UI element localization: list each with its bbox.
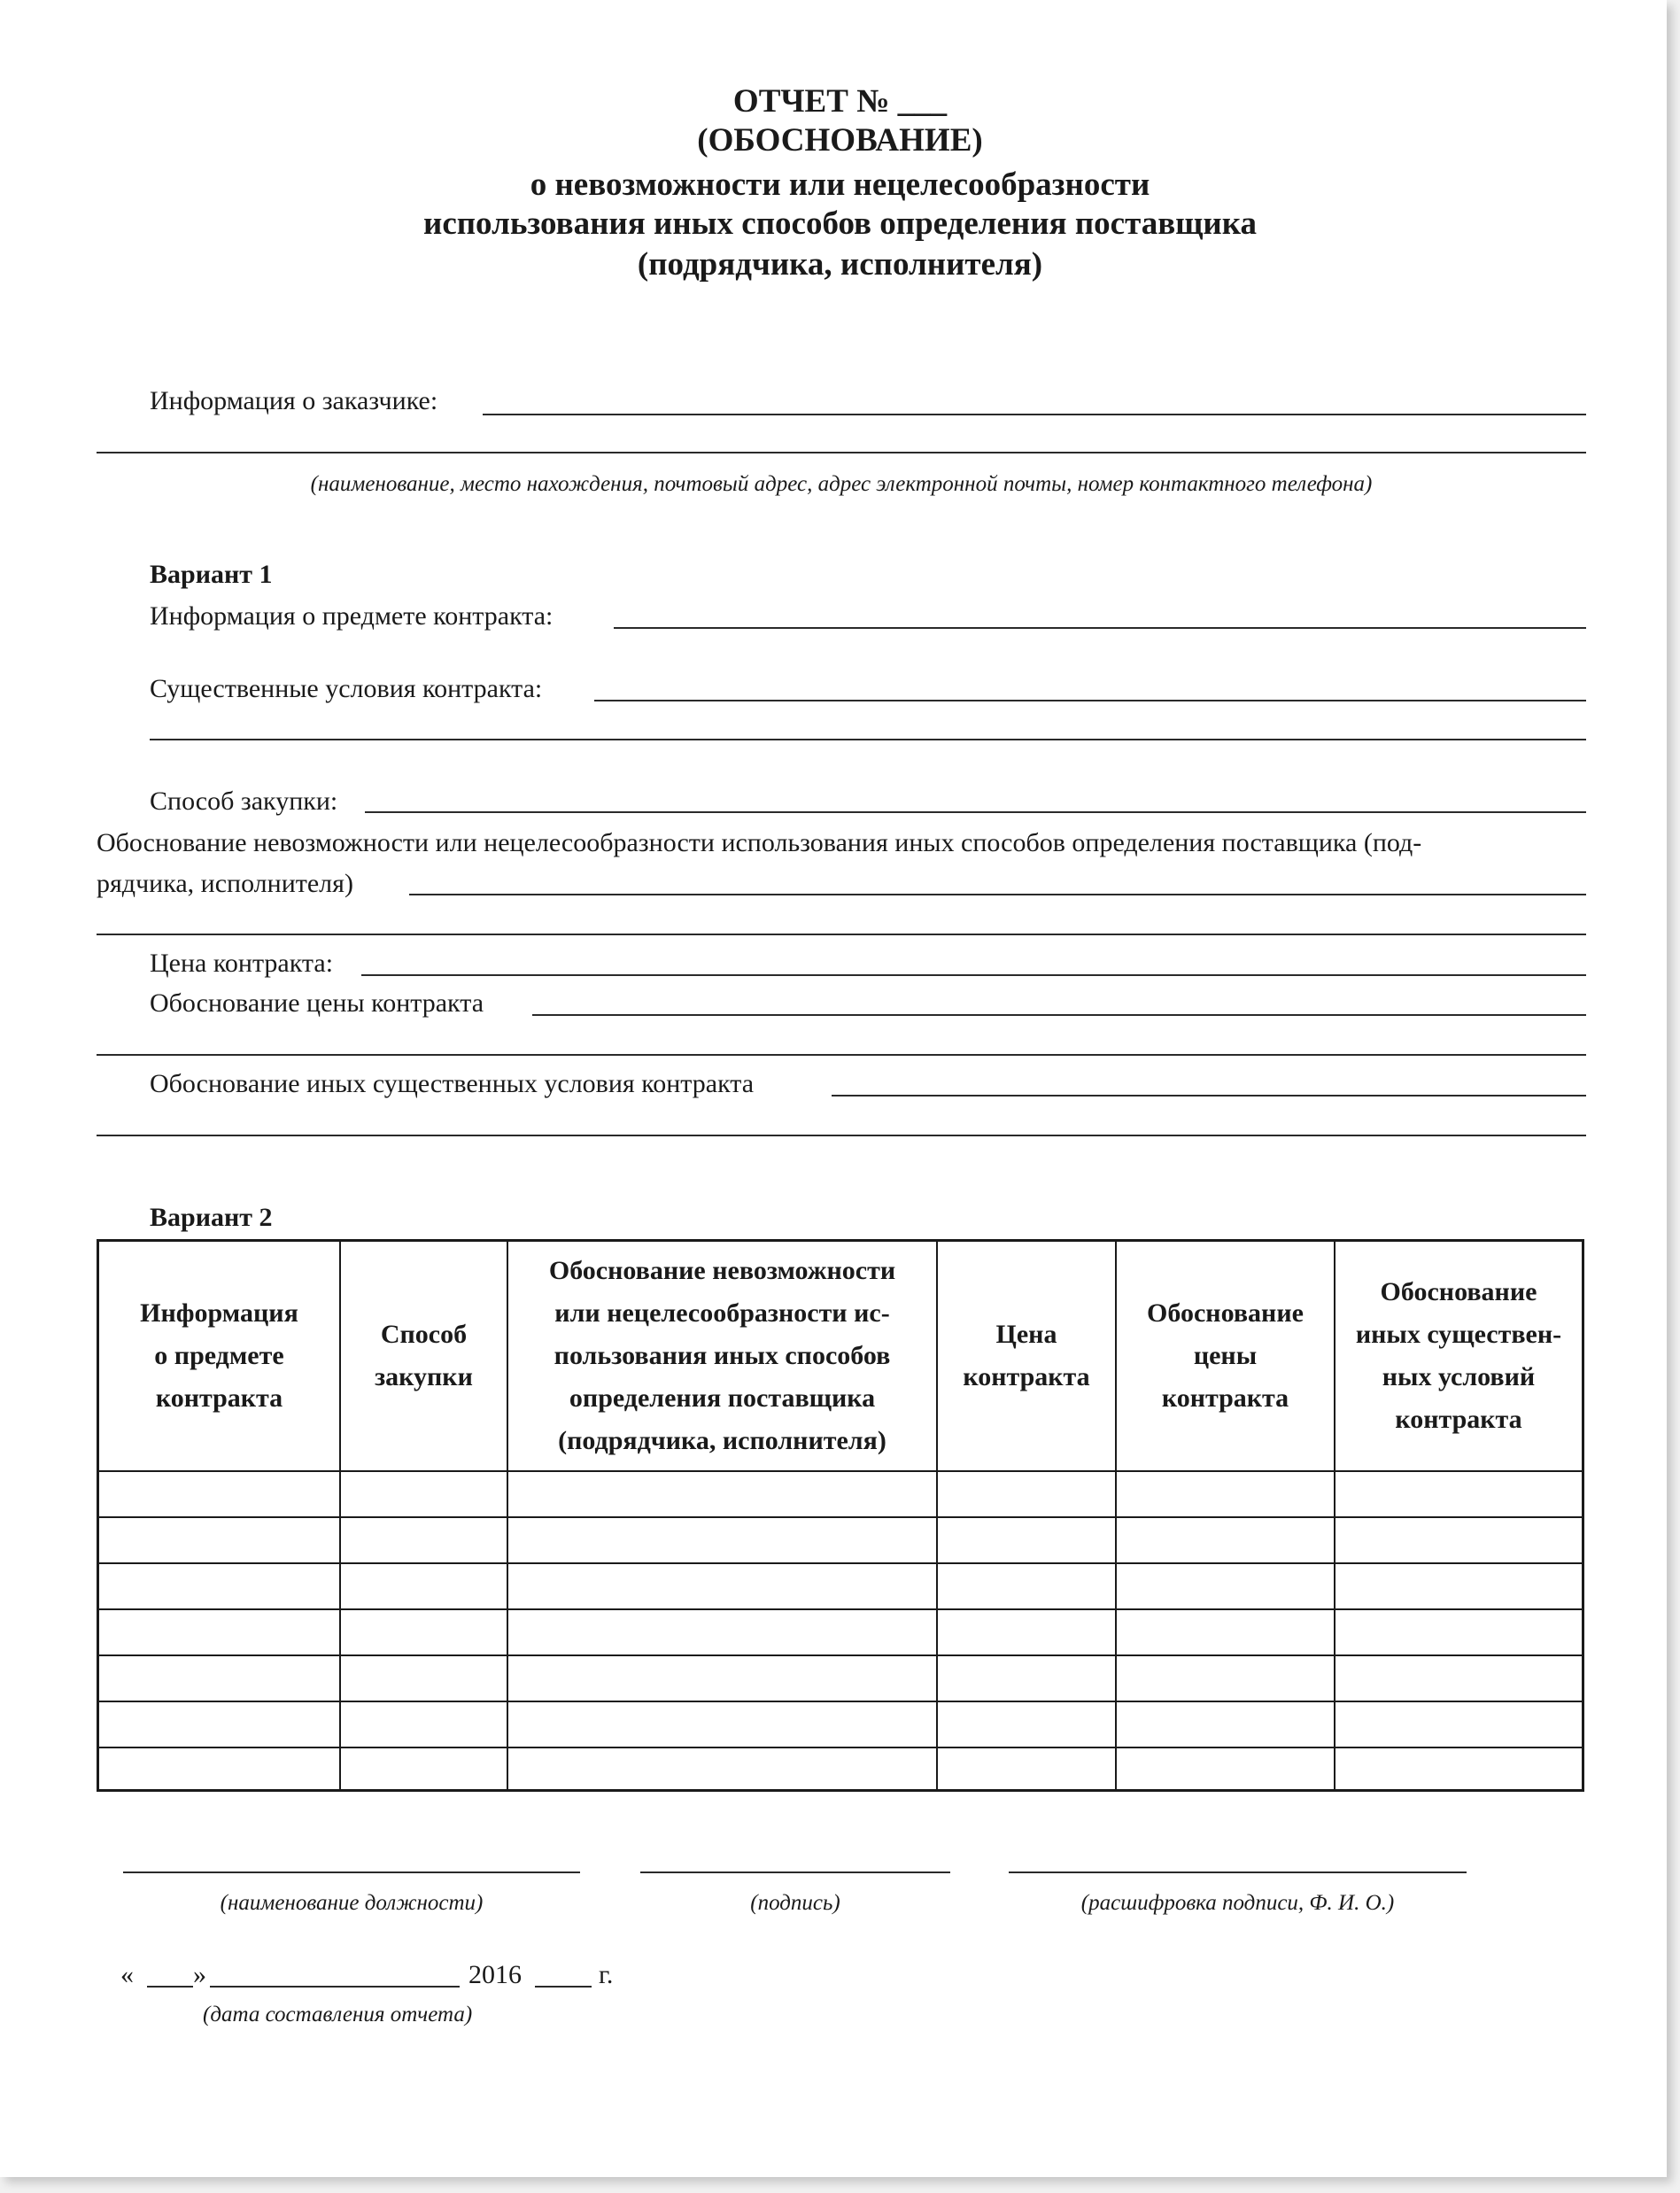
justification-label-line2: рядчика, исполнителя) (97, 869, 353, 898)
date-year-suffix-line[interactable] (535, 1986, 592, 1988)
date-hint: (дата составления отчета) (203, 2003, 473, 2026)
report-title: ОТЧЕТ № ___ (732, 83, 948, 120)
contract-conditions-line-2[interactable] (150, 739, 1586, 740)
customer-info-hint: (наименование, место нахождения, почтовый адрес, адрес электронной почты, номер контактного телефона) (310, 472, 1373, 496)
variant1-title: Вариант 1 (150, 560, 273, 589)
signature-hint: (подпись) (750, 1891, 840, 1915)
customer-info-line-2[interactable] (97, 452, 1586, 453)
report-heading-line5: (подрядчика, исполнителя) (637, 246, 1043, 283)
table-header-other-conditions: Обоснование иных существен- ных условий контракта (1355, 1277, 1562, 1434)
other-conditions-line[interactable] (832, 1095, 1586, 1096)
price-justification-label: Обоснование цены контракта (150, 988, 484, 1018)
table-row[interactable] (99, 1472, 1582, 1516)
contract-conditions-line[interactable] (594, 700, 1586, 701)
table-row[interactable] (99, 1702, 1582, 1747)
date-open-quote: « (120, 1960, 134, 1989)
contract-price-line[interactable] (361, 974, 1586, 976)
other-conditions-line-2[interactable] (97, 1135, 1586, 1136)
table-header-justification: Обоснование невозможности или нецелесообразности ис- пользования иных способов определения поставщика (подрядчика, исполнителя) (548, 1256, 896, 1455)
date-year-suffix: г. (599, 1960, 614, 1989)
signature-name-line[interactable] (1009, 1871, 1467, 1873)
table-row[interactable] (99, 1748, 1582, 1789)
date-day-line[interactable] (147, 1986, 193, 1988)
contract-price-label: Цена контракта: (150, 949, 334, 978)
table-row[interactable] (99, 1656, 1582, 1701)
justification-line-2[interactable] (97, 934, 1586, 935)
procurement-method-line[interactable] (365, 811, 1586, 813)
table-header-price: Цена контракта (963, 1320, 1090, 1391)
report-heading-line4: использования иных способов определения поставщика (423, 205, 1257, 242)
report-subtitle: (ОБОСНОВАНИЕ) (697, 122, 983, 159)
date-close-quote: » (193, 1960, 206, 1989)
table-row[interactable] (99, 1518, 1582, 1562)
signature-name-hint: (расшифровка подписи, Ф. И. О.) (1080, 1891, 1395, 1915)
table-header-subject: Информация о предмете контракта (140, 1298, 298, 1413)
table-row[interactable] (99, 1610, 1582, 1654)
position-hint: (наименование должности) (220, 1891, 484, 1915)
price-justification-line[interactable] (532, 1014, 1586, 1016)
customer-info-label: Информация о заказчике: (150, 386, 438, 415)
position-line[interactable] (123, 1871, 580, 1873)
table-header-price-justification: Обоснование цены контракта (1147, 1298, 1304, 1413)
date-month-line[interactable] (210, 1986, 460, 1988)
contract-conditions-label: Существенные условия контракта: (150, 674, 543, 703)
contract-subject-line[interactable] (614, 627, 1586, 629)
other-conditions-label: Обоснование иных существенных условия контракта (150, 1069, 755, 1098)
customer-info-line[interactable] (483, 414, 1586, 415)
report-heading-line3: о невозможности или нецелесообразности (530, 167, 1150, 203)
justification-line[interactable] (409, 894, 1586, 895)
variant2-title: Вариант 2 (150, 1203, 273, 1232)
table-header-method: Способ закупки (375, 1320, 473, 1391)
procurement-method-label: Способ закупки: (150, 787, 338, 816)
contract-subject-label: Информация о предмете контракта: (150, 601, 554, 631)
date-year: 2016 (468, 1960, 522, 1989)
justification-label-line1: Обоснование невозможности или нецелесообразности использования иных способов определения поставщика (под- (97, 828, 1422, 857)
price-justification-line-2[interactable] (97, 1054, 1586, 1056)
signature-line[interactable] (640, 1871, 950, 1873)
table-row[interactable] (99, 1564, 1582, 1608)
variant2-table (97, 1239, 1584, 1792)
